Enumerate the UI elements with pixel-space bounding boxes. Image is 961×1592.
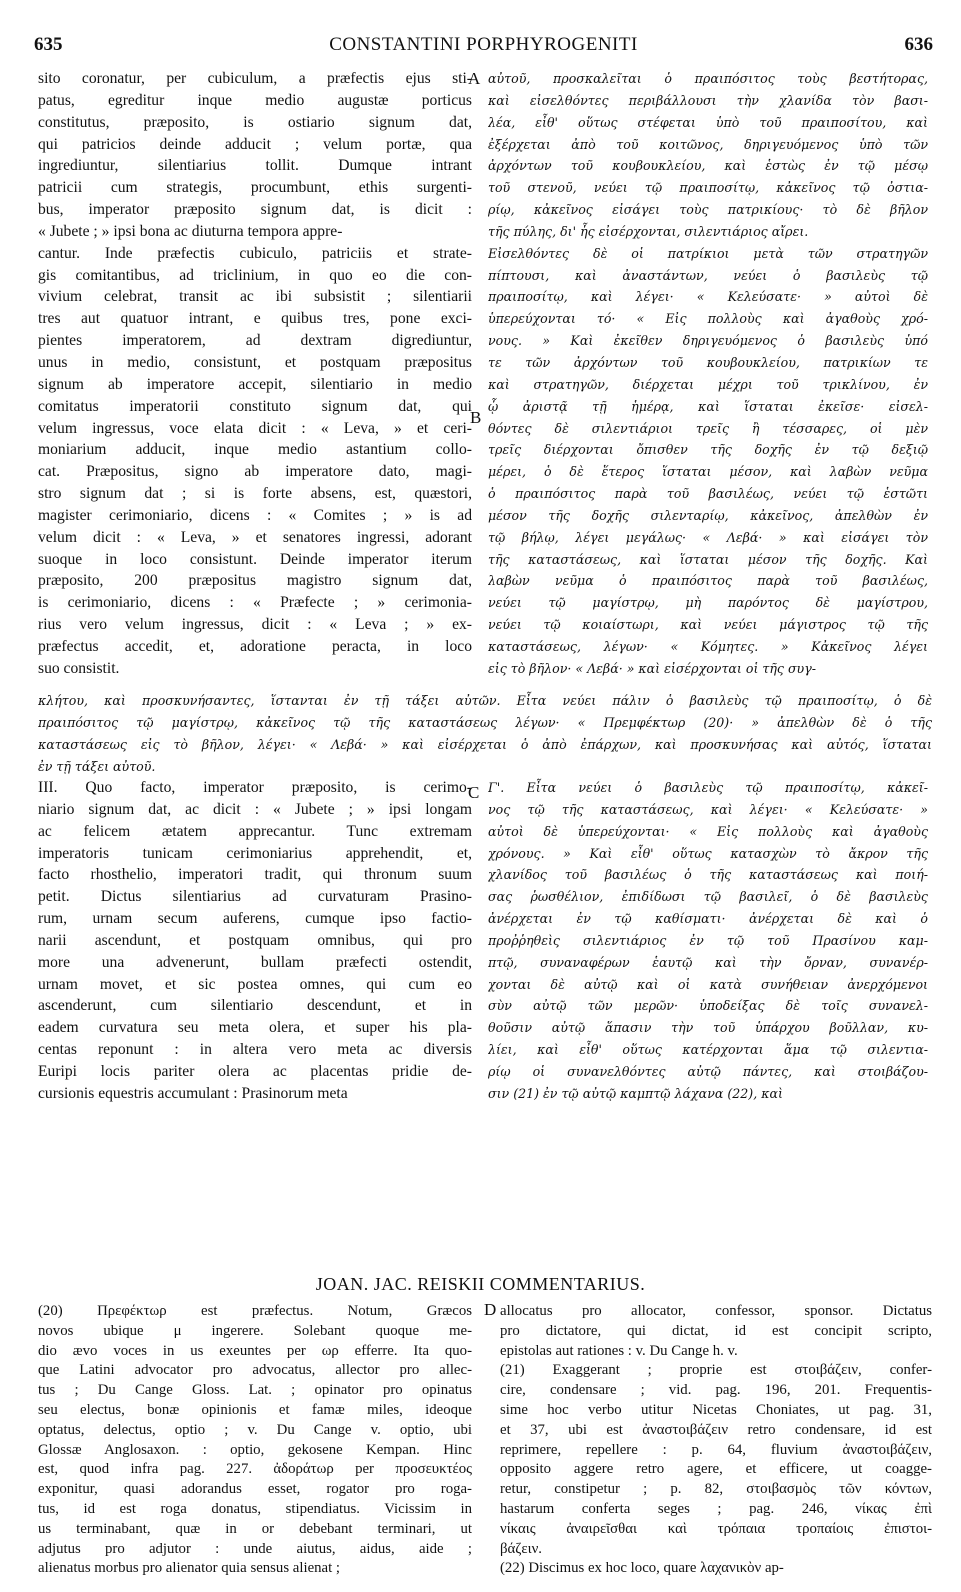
text-line: τῆς καταστάσεως, καὶ ἵσταται μέσον τῆς δοχῆς. Καὶ xyxy=(488,551,928,567)
text-line: Euripi locis pariter olera ac placentas pridie de- xyxy=(38,1062,472,1080)
text-line: sime hoc verbo utitur Nicetas Choniates, ut pag. 31, xyxy=(500,1401,932,1418)
text-line: μέρει, ὁ δὲ ἕτερος ἵσταται μέσον, καὶ λαβὼν νεῦμα xyxy=(488,464,928,480)
text-line: hastarum conferta seges ; pag. 246, νίκας ἐπὶ xyxy=(500,1500,932,1517)
greek-column xyxy=(488,68,928,680)
text-line: πίπτουσι, καὶ ἀναστάντων, νεύει ὁ βασιλεὺς τῷ xyxy=(488,267,928,283)
latin-column xyxy=(38,68,472,680)
text-line: « Jubete ; » ipsi bona ac diuturna tempora appre- xyxy=(38,222,343,240)
section-2 xyxy=(38,777,932,1107)
text-line: θόντες δὲ σιλεντιάριοι τρεῖς ἢ τέσσαρες, οἱ μὲν xyxy=(488,420,928,436)
text-line: cursionis equestris accumulant : Prasinorum meta xyxy=(38,1084,348,1102)
text-line: τρεῖς διέρχονται ὄπισθεν τῆς δοχῆς ἐν τῷ δεξιῷ xyxy=(488,442,928,458)
margin-marker-a: A xyxy=(468,69,481,88)
text-line: adjutus pro adjutor : unde aiutus, aidus, aide ; xyxy=(38,1540,472,1557)
text-line: velum ingressus, voce elata dicit : « Leva, » et ceri- xyxy=(38,419,472,437)
text-line: νεύει τῷ κοιαίστωρι, καὶ νεύει μάγιστρος τῷ τῆς xyxy=(488,617,928,633)
text-line: χρόνους. » Καὶ εἶθ' οὕτως κατασχὼν τὸ ἄκρον τῆς xyxy=(488,845,928,861)
text-line: suo consistit. xyxy=(38,659,120,677)
text-line: velum dicit : « Leva, » et senatores ingressi, adorant xyxy=(38,528,472,546)
text-line: rum, urnam secum auferens, cumque ipso factio- xyxy=(38,910,472,928)
text-line: (20) Πρεφέκτωρ est præfectus. Notum, Græcos xyxy=(38,1303,472,1319)
text-line: suoque in loco consistunt. Deinde imperator iterum xyxy=(38,550,472,568)
text-line: τῷ βήλῳ, λέγει μεγάλως· « Λεβά· » καὶ εἰσάγει τὸν xyxy=(488,529,928,545)
text-line: que Latini advocator pro advocatus, allector pro allec- xyxy=(38,1362,472,1379)
text-line: eadem curvatura seu meta olera, et super his pla- xyxy=(38,1019,472,1037)
text-line: ἀρχόντων τοῦ κουβουκλείου, καὶ ἑστὼς ἐν τῷ μέσῳ xyxy=(488,158,928,174)
greek-full-width xyxy=(38,690,932,777)
text-line: Εἰσελθόντες δὲ οἱ πατρίκιοι μετὰ τῶν στρατηγῶν xyxy=(488,245,928,261)
text-line: ἀνέρχεται ἐν τῷ καθίσματι· ἀνέρχεται δὲ καὶ ὁ xyxy=(488,911,928,927)
commentary-notes xyxy=(38,1302,932,1592)
text-line: (21) Exaggerant ; proprie est στοιβάζειν, confer- xyxy=(500,1362,932,1379)
text-line: προῤῥηθεὶς σιλεντιάριος ἐν τῷ τοῦ Πρασίνου καμ- xyxy=(488,932,928,948)
text-line: III. Quo facto, imperator præposito, is cerimo- xyxy=(38,779,472,796)
text-line: βάζειν. xyxy=(500,1540,542,1557)
text-line: more una advenerunt, bullam præfecti ostendit, xyxy=(38,953,472,971)
text-line: allocatus pro allocator, confessor, sponsor. Dictatus xyxy=(500,1303,932,1319)
page-header xyxy=(34,34,933,60)
text-line: καὶ εἰσελθόντες περιβάλλουσι τὴν χλανίδα τὸν βασι- xyxy=(488,92,928,108)
text-line: τῆς πύλης, δι' ἧς εἰσέρχονται, σιλεντιάριος αἴρει. xyxy=(488,223,809,239)
text-line: κλήτου, καὶ προσκυνήσαντες, ἵστανται ἐν τῇ τάξει αὐτῶν. Εἶτα νεύει πάλιν ὁ βασιλεὺς τῷ πραιποσίτῳ, ὁ δὲ xyxy=(38,693,932,708)
text-line: τε τῶν ἀρχόντων τοῦ κουβουκλείου, πατρικίων τε xyxy=(488,354,928,370)
text-line: is cerimoniario, dicens : « Præfecte ; » cerimonia- xyxy=(38,594,472,612)
text-line: signum ab imperatore accepit, silentiario in medio xyxy=(38,375,472,393)
running-title: CONSTANTINI PORPHYROGENITI xyxy=(329,34,638,55)
text-line: dio ævo voces in us exeuntes per ωρ efferre. Ita quo- xyxy=(38,1342,472,1359)
text-line: καταστάσεως, λέγων· « Κόμητες. » Κἀκεῖνος λέγει xyxy=(488,638,928,654)
text-line: petit. Dictus silentiarius ad curvaturam Prasino- xyxy=(38,888,472,906)
text-line: urnam movet, et sic postea omnes, qui cum eo xyxy=(38,975,472,993)
text-line: constitutus, præposito, is ostiario signum dat, xyxy=(38,113,472,131)
text-line: patricii cum strategis, procumbunt, ethis surgenti- xyxy=(38,179,472,197)
text-line: sito coronatur, per cubiculum, a præfectis ejus sti- xyxy=(38,70,472,87)
text-line: cantur. Inde præfectis cubiculo, patriciis et strate- xyxy=(38,244,472,262)
text-line: Glossæ Anglosaxon. : optio, gekosene Kempan. Hinc xyxy=(38,1441,472,1458)
text-line: αὐτοῦ, προσκαλεῖται ὁ πραιπόσιτος τοὺς βεστήτορας, xyxy=(488,71,928,86)
margin-marker-c: C xyxy=(468,783,480,802)
greek-column xyxy=(488,777,928,1105)
text-line: reprimere, repellere : p. 64, fluvium ἀναστοιβάζειν, xyxy=(500,1441,932,1458)
text-line: magister cerimoniario, dicens : « Comites ; » is ad xyxy=(38,506,472,524)
text-line: centas reponunt : in altera vero meta ac diversis xyxy=(38,1041,472,1059)
text-line: λίει, καὶ εἶθ' οὕτως κατέρχονται ἅμα τῷ σιλεντια- xyxy=(488,1042,928,1058)
text-line: epistolas aut rationes : v. Du Cange h. v. xyxy=(500,1342,738,1359)
text-line: cat. Præpositus, signo ab imperatore dato, magi- xyxy=(38,463,472,481)
text-line: novos ubique μ ingerere. Solebant quoque me- xyxy=(38,1322,472,1339)
text-line: νος τῷ τῆς καταστάσεως, καὶ λέγει· « Κελεύσατε· » xyxy=(488,801,928,817)
text-line: cire, condensare ; vid. pag. 196, 201. Frequentis- xyxy=(500,1382,932,1399)
text-line: facto rhosthelio, imperatori tradit, qui thronum suum xyxy=(38,866,472,884)
text-line: ἐξέρχεται ἀπὸ τοῦ κοιτῶνος, δηριγευόμενος ὑπὸ τῶν xyxy=(488,136,928,152)
text-line: νεύει τῷ μαγίστρῳ, μὴ παρόντος δὲ μαγίστρου, xyxy=(488,595,928,611)
text-line: patus, egreditur inque medio augustæ porticus xyxy=(38,91,472,109)
text-line: bus, imperator præposito signum dat, is dicit : xyxy=(38,201,472,219)
text-line: νους. » Καὶ ἐκεῖθεν δηριγευόμενος ὁ βασιλεὺς ὑπό xyxy=(488,333,928,349)
text-line: ingrediuntur, silentiarius tollit. Dumque intrant xyxy=(38,157,472,175)
text-line: opposito aggere retro agere, et efficere, ut coagge- xyxy=(500,1461,932,1478)
text-line: ὑπερεύχονται τό· « Εἰς πολλοὺς καὶ ἀγαθοὺς χρό- xyxy=(488,311,928,327)
text-line: ᾧ ἀριστᾷ τῇ ἡμέρᾳ, καὶ ἵσταται ἐκεῖσε· εἰσελ- xyxy=(488,398,928,414)
text-line: πτῷ, συναναφέρων ἑαυτῷ καὶ τὴν ὄρναν, συνανέρ- xyxy=(488,954,928,970)
text-line: præposito, 200 præpositus magistro signum dat, xyxy=(38,572,472,590)
text-line: est, quod infra pag. 227. ἀδοράτωρ per προσευκτέος xyxy=(38,1461,472,1478)
text-line: unus in medio, consistunt, et postquam præpositus xyxy=(38,353,472,371)
text-line: narii ascendunt, et postquam omnibus, qui pro xyxy=(38,931,472,949)
text-line: moniarium adducit, inque medio astantium collo- xyxy=(38,441,472,459)
text-line: imperatoris tunicam cerimoniarius apprehendit, et, xyxy=(38,844,472,862)
text-line: καταστάσεως εἰς τὸ βῆλον, λέγει· « Λεβά· » καὶ εἰσέρχεται ὁ ἀπὸ ἐπάρχων, καὶ προσκυνήσας καὶ αὐτός, ἵσταται xyxy=(38,736,932,752)
text-line: exponitur, quasi adorandus esset, rogator pro roga- xyxy=(38,1481,472,1498)
text-line: optatus, delectus, optio ; v. Du Cange v. optio, ubi xyxy=(38,1421,472,1438)
text-line: gis comitantibus, ad triclinium, in quo eo die con- xyxy=(38,266,472,284)
text-line: ρίῳ οἱ συνανελθόντες αὐτῷ πάντες, καὶ στοιβάζου- xyxy=(488,1063,928,1079)
text-line: ρίῳ, κἀκεῖνος εἰσάγει τοὺς πατρικίους· τὸ δὲ βῆλον xyxy=(488,202,928,218)
commentary-left-column xyxy=(38,1302,472,1579)
text-line: rius vero velum ingressus, dicit : « Leva ; » ex- xyxy=(38,616,472,634)
text-line: εἰς τὸ βῆλον· « Λεβά· » καὶ εἰσέρχονται οἱ τῆς συγ- xyxy=(488,660,816,676)
text-line: σὺν αὐτῷ τῶν μερῶν· ὑποδείξας δὲ τοῖς συνανελ- xyxy=(488,998,928,1014)
text-line: vivium celebrat, transit ac ibi subsistit ; silentiarii xyxy=(38,288,472,306)
text-line: αὐτοὶ δὲ ὑπερεύχονται· « Εἰς πολλοὺς καὶ ἀγαθοὺς xyxy=(488,823,928,839)
text-line: ἐν τῇ τάξει αὐτοῦ. xyxy=(38,758,156,774)
text-line: μέσον τῆς δοχῆς σιλενταρίῳ, κἀκεῖνος, ἀπελθὼν ἐν xyxy=(488,507,928,523)
commentary-right-column xyxy=(500,1302,932,1579)
text-line: niario signum dat, ac dicit : « Jubete ; » ipsi longam xyxy=(38,800,472,818)
text-line: ὁ πραιπόσιτος παρὰ τοῦ βασιλέως, νεύει τῷ ἑστῶτι xyxy=(488,486,928,502)
text-line: τοῦ στενοῦ, νεύει τῷ πραιποσίτῳ, κἀκεῖνος τῷ ὀστια- xyxy=(488,180,928,196)
text-line: λαβὼν νεῦμα ὁ πραιπόσιτος παρὰ τοῦ βασιλέως, xyxy=(488,573,928,589)
text-line: præfectus accedit, et, adoratione peracta, in loco xyxy=(38,637,472,655)
text-line: qui patricios deinde adducit ; velum portæ, qua xyxy=(38,135,472,153)
margin-marker-b: B xyxy=(470,408,482,427)
text-line: λέα, εἶθ' οὕτως στέφεται ὑπὸ τοῦ πραιποσίτου, καὶ xyxy=(488,114,928,130)
text-line: Γ'. Εἶτα νεύει ὁ βασιλεὺς τῷ πραιποσίτῳ, κἀκεῖ- xyxy=(488,780,928,795)
text-line: καὶ στρατηγῶν, διέρχεται μέχρι τοῦ τρικλίνου, ἐν xyxy=(488,376,928,392)
latin-column xyxy=(38,777,472,1105)
text-line: alienatus morbus pro alienator quia sensus alienat ; xyxy=(38,1560,341,1577)
text-line: tres aut quatuor intrant, e quibus tres, pone exci- xyxy=(38,310,472,328)
text-line: χονται δὲ αὐτῷ καὶ οἱ κατὰ συνήθειαν ἀνερχόμενοι xyxy=(488,976,928,992)
text-line: (22) Discimus ex hoc loco, quare λαχανικὸν ap- xyxy=(500,1560,784,1577)
text-line: comitatus imperatorii constituto signum dat, qui xyxy=(38,397,472,415)
text-line: tus ; Du Cange Gloss. Lat. ; opinator pro opinatus xyxy=(38,1382,472,1399)
margin-marker-d: D xyxy=(484,1300,497,1319)
text-line: σας ῥωσθέλιον, ἐπιδίδωσι τῷ βασιλεῖ, ὁ δὲ βασιλεὺς xyxy=(488,889,928,905)
text-line: stro signum dat ; si is forte absens, est, quæstori, xyxy=(38,485,472,503)
text-line: ac felicem ætatem apprecantur. Tunc extremam xyxy=(38,822,472,840)
text-line: πραιποσίτῳ, καὶ λέγει· « Κελεύσατε· » αὐτοὶ δὲ xyxy=(488,289,928,305)
text-line: σιν (21) ἐν τῷ αὐτῷ καμπτῷ λάχανα (22), καὶ xyxy=(488,1085,783,1101)
text-line: πραιπόσιτος τῷ μαγίστρῳ, κἀκεῖνος τῷ τῆς καταστάσεως λέγων· « Πρεμφέκτωρ (20)· » ἀπελθὼν δὲ ὁ τῆς xyxy=(38,714,932,730)
text-line: χλανίδος τοῦ βασιλέως ὁ τῆς καταστάσεως καὶ ποιή- xyxy=(488,867,928,883)
text-line: θοῦσιν αὐτῷ ἅπασιν τὴν τοῦ ὑπάρχου βοῦλλαν, κυ- xyxy=(488,1020,928,1036)
section-1 xyxy=(38,68,928,706)
text-line: ascenderunt, cum silentiario descendunt, et in xyxy=(38,997,472,1015)
text-line: retur, constipetur ; p. 82, στοιβασμὸς τῶν κόντων, xyxy=(500,1481,932,1498)
page-number-left: 635 xyxy=(34,34,63,55)
commentary-title: JOAN. JAC. REISKII COMMENTARIUS. xyxy=(315,1274,646,1294)
page-number-right: 636 xyxy=(904,34,933,55)
text-line: et 37, ubi est ἀναστοιβάζειν retro condensare, id est xyxy=(500,1421,932,1438)
text-line: νίκαις ἀναιρεῖσθαι καὶ τρόπαια τροπαίοις ἐπιστοι- xyxy=(500,1520,932,1537)
text-line: tus, id est roga donatus, stipendiatus. Vicissim in xyxy=(38,1500,472,1517)
text-line: seu electus, bonæ opinionis et famæ miles, ideoque xyxy=(38,1401,472,1418)
text-line: pro dictatore, qui dictat, id est concipit scripto, xyxy=(500,1322,932,1339)
text-line: us terminabant, quæ in or debebant terminari, ut xyxy=(38,1520,472,1537)
text-line: pientes imperatorem, ad dextram digrediuntur, xyxy=(38,332,472,350)
